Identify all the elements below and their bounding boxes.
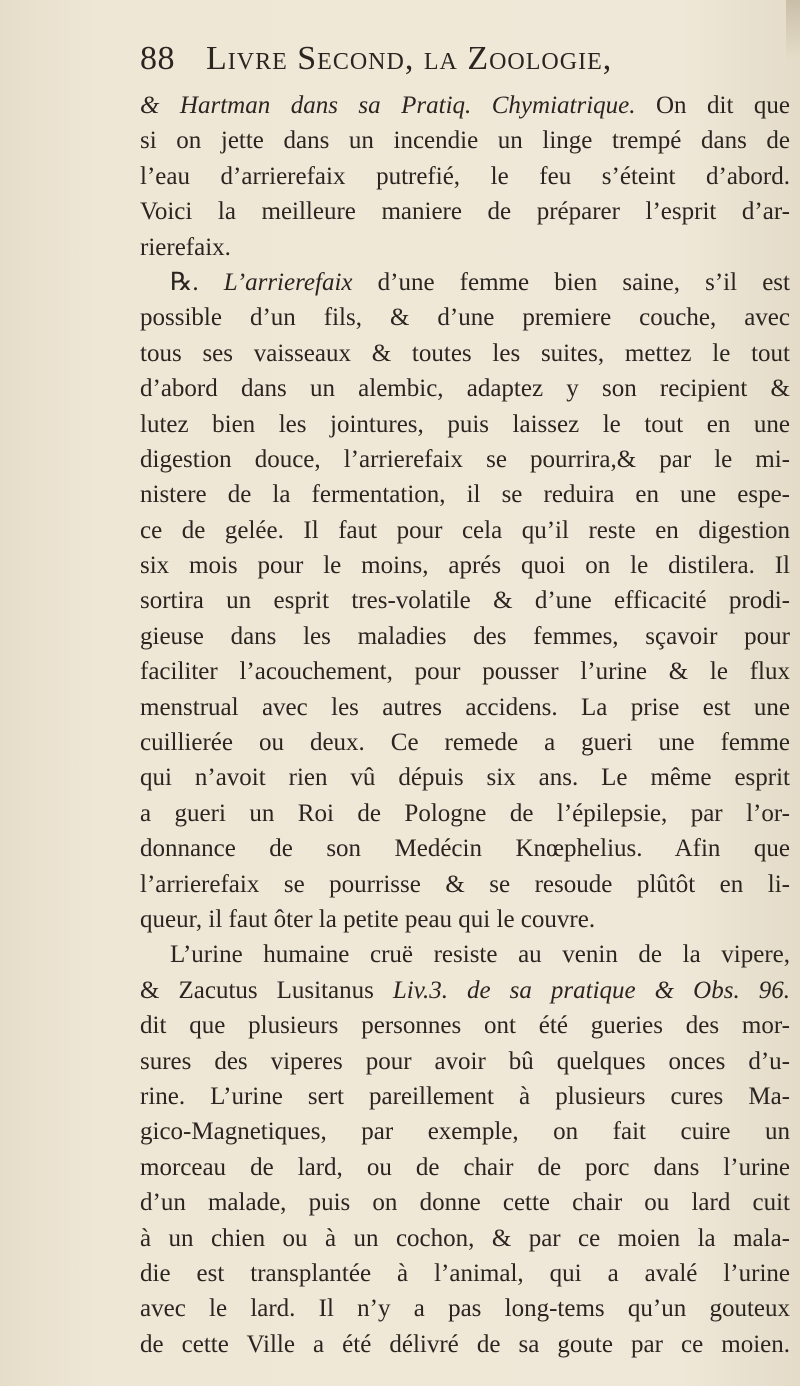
text-line (140, 760, 790, 795)
text-line (140, 159, 790, 194)
text-line (140, 619, 790, 654)
page-body-text (140, 88, 790, 1362)
text-segment: sures des viperes pour avoir bû quelques onces d’u- (140, 1047, 790, 1075)
text-segment: rine. L’urine sert pareillement à plusieurs cures Ma- (140, 1082, 790, 1110)
text-segment: de cette Ville a été délivré de sa goute par ce moien. (140, 1330, 790, 1358)
text-segment: d’une femme bien saine, s’il est (352, 268, 790, 296)
text-line (140, 513, 790, 548)
text-line (140, 1291, 790, 1326)
text-segment: d’un malade, puis on donne cette chair ou lard cuit (140, 1189, 790, 1217)
text-line (140, 725, 790, 760)
text-segment: queur, il faut ôter la petite peau qui le couvre. (140, 905, 596, 933)
text-line (140, 194, 790, 229)
italic-segment: Liv.3. de sa pratique & Obs. 96. (392, 976, 790, 1004)
text-segment: possible d’un fils, & d’une premiere couche, avec (140, 304, 790, 332)
text-line (140, 477, 790, 512)
text-segment: d’abord dans un alembic, adaptez y son recipient & (140, 375, 790, 403)
text-segment: tous ses vaisseaux & toutes les suites, mettez le tout (140, 339, 790, 367)
text-line (140, 1185, 790, 1220)
text-line (140, 1150, 790, 1185)
text-line (140, 1079, 790, 1114)
page-header (140, 40, 790, 78)
text-line (140, 1221, 790, 1256)
text-segment: ce de gelée. Il faut pour cela qu’il reste en digestion (140, 516, 790, 544)
text-line (140, 1114, 790, 1149)
text-line (140, 796, 790, 831)
text-line (140, 1044, 790, 1079)
text-segment: dit que plusieurs personnes ont été gueries des mor- (140, 1012, 790, 1040)
text-line (140, 407, 790, 442)
text-line (140, 831, 790, 866)
text-segment: lutez bien les jointures, puis laissez le tout en une (140, 410, 790, 438)
text-segment: & Zacutus Lusitanus (140, 976, 393, 1004)
text-segment: On dit que (635, 92, 790, 119)
text-segment: six mois pour le moins, aprés quoi on le distilera. Il (140, 552, 790, 580)
text-segment: qui n’avoit rien vû dépuis six ans. Le même esprit (140, 764, 790, 792)
text-line (140, 1327, 790, 1362)
text-segment: ℞. (170, 268, 224, 296)
text-line (140, 973, 790, 1008)
text-line (140, 265, 790, 300)
text-segment: faciliter l’acouchement, pour pousser l’urine & le flux (140, 658, 790, 686)
text-segment: gico-Magnetiques, par exemple, on fait cuire un (140, 1118, 790, 1146)
text-line (140, 867, 790, 902)
text-line (140, 548, 790, 583)
italic-segment: & Hartman dans sa Pratiq. Chymiatrique. (140, 92, 636, 119)
text-segment: si on jette dans un incendie un linge trempé dans de (140, 127, 790, 155)
text-segment: digestion douce, l’arrierefaix se pourrira,& par le mi- (140, 445, 790, 473)
text-line (140, 1008, 790, 1043)
text-line (140, 937, 790, 972)
text-line (140, 371, 790, 406)
text-segment: morceau de lard, ou de chair de porc dans l’urine (140, 1153, 790, 1181)
text-segment: gieuse dans les maladies des femmes, sçavoir pour (140, 622, 790, 650)
text-segment: l’eau d’arrierefaix putrefié, le feu s’éteint d’abord. (140, 162, 790, 190)
running-title: Livre Second, la Zoologie, (206, 40, 613, 77)
text-line (140, 123, 790, 158)
text-line (140, 300, 790, 335)
text-segment: sortira un esprit tres-volatile & d’une efficacité prodi- (140, 587, 790, 615)
text-segment: die est transplantée à l’animal, qui a avalé l’urine (140, 1259, 790, 1287)
text-line (140, 654, 790, 689)
text-line (140, 336, 790, 371)
text-segment: menstrual avec les autres accidens. La prise est une (140, 693, 790, 721)
text-segment: donnance de son Medécin Knœphelius. Afin que (140, 835, 790, 863)
text-line (140, 230, 790, 265)
text-line (140, 690, 790, 725)
text-segment: L’urine humaine cruë resiste au venin de la vipere, (170, 941, 790, 969)
text-line (140, 1256, 790, 1291)
text-segment: cuillierée ou deux. Ce remede a gueri une femme (140, 729, 790, 757)
text-segment: Voici la meilleure maniere de préparer l’esprit d’ar- (140, 198, 790, 226)
text-line (140, 902, 790, 937)
text-segment: nistere de la fermentation, il se reduira en une espe- (140, 481, 790, 509)
italic-segment: L’arrierefaix (223, 268, 353, 296)
text-segment: rierefaix. (140, 233, 231, 261)
text-segment: à un chien ou à un cochon, & par ce moien la mala- (140, 1224, 790, 1252)
text-line (140, 583, 790, 618)
page-number: 88 (140, 40, 175, 77)
text-segment: a gueri un Roi de Pologne de l’épilepsie, par l’or- (140, 799, 790, 827)
text-segment: l’arrierefaix se pourrisse & se resoude plûtôt en li- (140, 870, 790, 898)
text-line (140, 88, 790, 123)
text-line (140, 442, 790, 477)
text-segment: avec le lard. Il n’y a pas long-tems qu’un gouteux (140, 1295, 790, 1323)
